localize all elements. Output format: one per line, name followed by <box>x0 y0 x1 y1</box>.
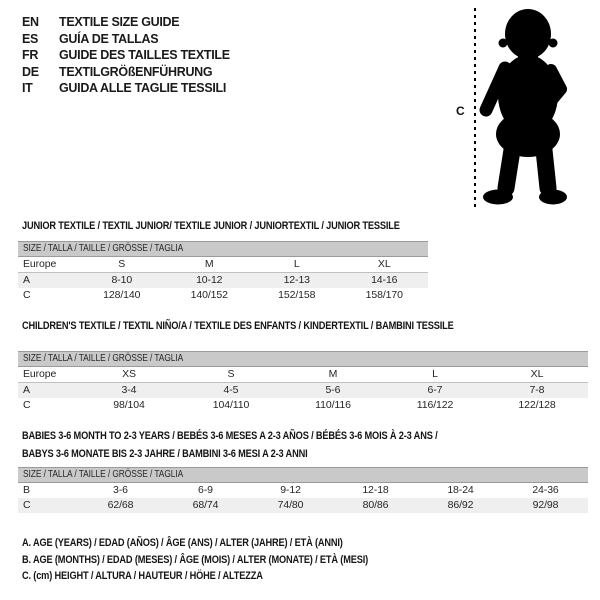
table-row-b <box>18 483 588 498</box>
size-header-bar <box>18 351 588 367</box>
size-cell: 12-18 <box>362 484 389 496</box>
language-label: GUIDA ALLE TAGLIE TESSILI <box>59 81 227 95</box>
junior-section-title: JUNIOR TEXTILE / TEXTIL JUNIOR/ TEXTILE JUNIOR / JUNIORTEXTIL / JUNIOR TESSILE <box>22 220 400 232</box>
language-row <box>22 64 230 81</box>
babies-section-title <box>22 427 437 463</box>
size-cell: XS <box>122 368 136 380</box>
table-row-c <box>18 498 588 513</box>
language-code: EN <box>22 15 39 29</box>
size-header-bar <box>18 241 428 257</box>
size-cell: L <box>432 368 438 380</box>
size-header-bar <box>18 467 588 483</box>
size-cell: 4-5 <box>223 384 239 396</box>
table-row-europe <box>18 257 428 273</box>
babies-title-line1: BABIES 3-6 MONTH TO 2-3 YEARS / BEBÉS 3-6 MESES A 2-3 AÑOS / BÉBÉS 3-6 MOIS À 2-3 ANS / <box>22 430 438 442</box>
language-row <box>22 14 230 31</box>
size-cell: XL <box>377 258 391 270</box>
height-measure-label: C <box>456 104 465 118</box>
size-cell: 68/74 <box>192 499 219 511</box>
size-cell: 8-10 <box>111 274 133 286</box>
size-cell: 116/122 <box>416 399 454 411</box>
table-row-a <box>18 383 588 398</box>
table-row-c <box>18 398 588 413</box>
size-cell: 140/152 <box>190 289 228 301</box>
size-cell: 18-24 <box>447 484 474 496</box>
junior-size-table <box>18 241 428 303</box>
table-row-c <box>18 288 428 303</box>
language-label: TEXTILGRÖßENFÜHRUNG <box>59 64 213 79</box>
size-cell: 12-13 <box>283 274 310 286</box>
size-cell: 62/68 <box>107 499 134 511</box>
size-cell: 24-36 <box>532 484 559 496</box>
table-row-a <box>18 273 428 288</box>
size-cell: 14-16 <box>371 274 398 286</box>
language-row <box>22 80 230 97</box>
size-cell: 110/116 <box>315 399 351 411</box>
language-label: TEXTILE SIZE GUIDE <box>59 15 180 29</box>
size-cell: L <box>293 258 300 270</box>
size-cell: 128/140 <box>103 289 141 301</box>
language-row <box>22 31 230 48</box>
size-header-text: SIZE / TALLA / TAILLE / GRÖSSE / TAGLIA <box>23 243 184 254</box>
babies-size-table <box>18 467 588 513</box>
size-cell: 74/80 <box>277 499 304 511</box>
baby-figure <box>448 2 600 214</box>
row-label: C <box>23 499 31 511</box>
row-label: B <box>23 484 30 496</box>
row-label: A <box>23 274 30 286</box>
legend-line-c: C. (cm) HEIGHT / ALTURA / HAUTEUR / HÖHE / ALTEZZA <box>22 570 263 582</box>
language-code: FR <box>22 48 39 62</box>
size-cell: 3-6 <box>113 484 128 496</box>
size-cell: M <box>328 368 338 380</box>
size-cell: 152/158 <box>278 289 316 301</box>
language-code: ES <box>22 31 39 46</box>
size-cell: S <box>227 368 235 380</box>
size-header-text: SIZE / TALLA / TAILLE / GRÖSSE / TAGLIA <box>23 353 184 364</box>
size-cell: 9-12 <box>280 484 301 496</box>
size-cell: 10-12 <box>196 274 223 286</box>
language-list <box>22 14 230 97</box>
size-cell: S <box>118 258 126 270</box>
size-cell: 104/110 <box>212 399 250 411</box>
size-cell: 7-8 <box>529 384 545 396</box>
size-cell: 86/92 <box>447 499 474 511</box>
children-section-title: CHILDREN'S TEXTILE / TEXTIL NIÑO/A / TEXTILE DES ENFANTS / KINDERTEXTIL / BAMBINI TESSILE <box>22 320 454 332</box>
size-cell: 158/170 <box>365 289 403 301</box>
size-cell: 6-9 <box>198 484 213 496</box>
size-cell: 98/104 <box>113 399 145 411</box>
row-label: C <box>23 399 31 411</box>
children-size-table <box>18 351 588 413</box>
size-cell: XL <box>530 368 544 380</box>
size-cell: 6-7 <box>427 384 443 396</box>
legend-line-a: A. AGE (YEARS) / EDAD (AÑOS) / ÂGE (ANS) / ALTER (JAHRE) / ETÀ (ANNI) <box>22 537 343 549</box>
measurement-legend <box>22 535 434 585</box>
size-cell: 80/86 <box>362 499 389 511</box>
size-cell: 122/128 <box>518 399 556 411</box>
toddler-silhouette <box>483 9 567 205</box>
row-label: Europe <box>23 258 57 270</box>
size-cell: 92/98 <box>532 499 559 511</box>
language-code: DE <box>22 64 39 79</box>
size-header-text: SIZE / TALLA / TAILLE / GRÖSSE / TAGLIA <box>23 469 184 480</box>
language-label: GUIDE DES TAILLES TEXTILE <box>59 48 230 62</box>
language-row <box>22 47 230 64</box>
babies-title-line2: BABYS 3-6 MONATE BIS 2-3 JAHRE / BAMBINI 3-6 MESI A 2-3 ANNI <box>22 448 308 460</box>
legend-line-b: B. AGE (MONTHS) / EDAD (MESES) / ÂGE (MOIS) / ALTER (MONATE) / ETÀ (MESI) <box>22 553 369 566</box>
size-cell: 3-4 <box>121 384 137 396</box>
size-cell: 5-6 <box>325 384 341 396</box>
language-label: GUÍA DE TALLAS <box>59 31 159 46</box>
language-code: IT <box>22 81 33 95</box>
table-row-europe <box>18 367 588 383</box>
row-label: C <box>23 289 31 301</box>
row-label: A <box>23 384 30 396</box>
row-label: Europe <box>23 368 57 380</box>
size-cell: M <box>204 258 214 270</box>
baby-silhouette-graphic <box>448 2 600 214</box>
